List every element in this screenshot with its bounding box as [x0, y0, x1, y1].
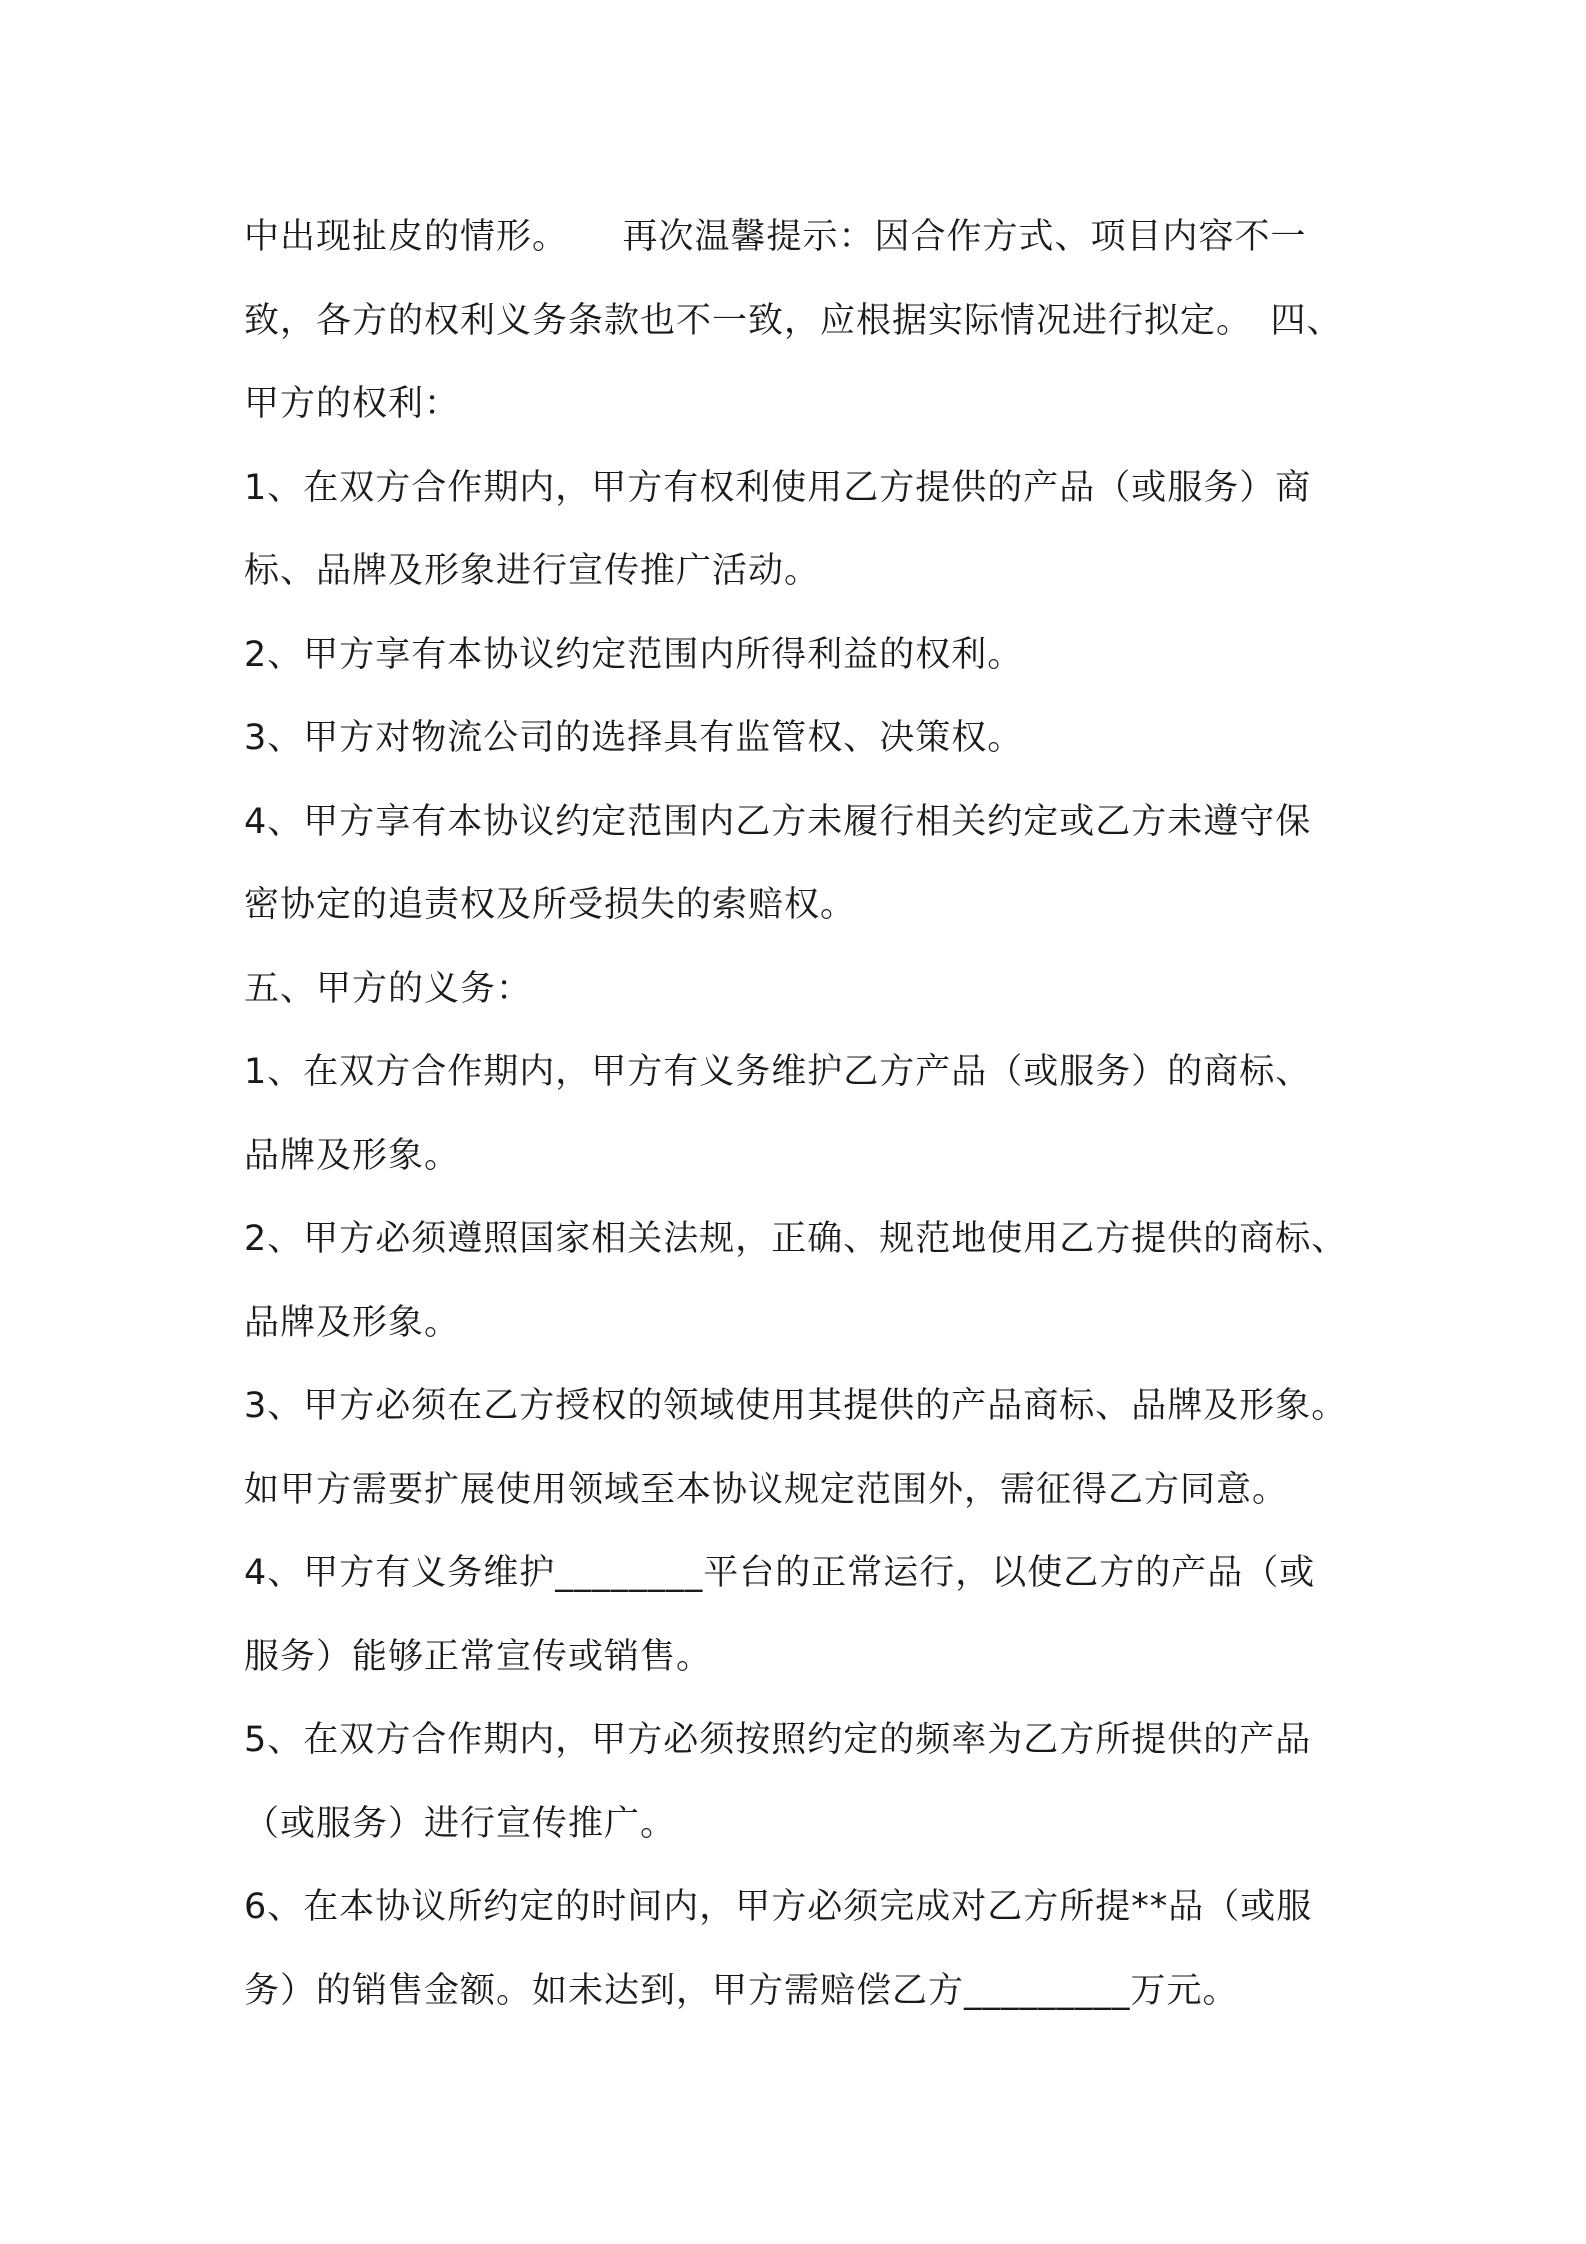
text-line-5: 标、品牌及形象进行宣传推广活动。 — [244, 551, 821, 591]
text-line-13: 2、甲方必须遵照国家相关法规，正确、规范地使用乙方提供的商标、 — [244, 1219, 1348, 1259]
text-line-11: 1、在双方合作期内，甲方有义务维护乙方产品（或服务）的商标、 — [244, 1052, 1312, 1092]
text-line-20: （或服务）进行宣传推广。 — [244, 1803, 677, 1844]
text-line-17: 4、甲方有义务维护________平台的正常运行，以使乙方的产品（或 — [244, 1553, 1316, 1593]
text-line-4: 1、在双方合作期内，甲方有权利使用乙方提供的产品（或服务）商 — [244, 467, 1312, 508]
text-line-1: 中出现扯皮的情形。 再次温馨提示：因合作方式、项目内容不一 — [244, 217, 1307, 257]
text-line-14: 品牌及形象。 — [244, 1302, 461, 1343]
text-line-19: 5、在双方合作期内，甲方必须按照约定的频率为乙方所提供的产品 — [244, 1720, 1312, 1760]
text-line-6: 2、甲方享有本协议约定范围内所得利益的权利。 — [244, 634, 1024, 675]
document-body — [244, 196, 1384, 2033]
text-line-10: 五、甲方的义务： — [244, 968, 533, 1009]
text-line-16: 如甲方需要扩展使用领域至本协议规定范围外，需征得乙方同意。 — [244, 1469, 1289, 1510]
text-line-22: 务）的销售金额。如未达到，甲方需赔偿乙方_________万元。 — [244, 1970, 1239, 2011]
text-line-15: 3、甲方必须在乙方授权的领域使用其提供的产品商标、品牌及形象。 — [244, 1386, 1348, 1426]
text-line-9: 密协定的追责权及所受损失的索赔权。 — [244, 885, 857, 925]
text-line-12: 品牌及形象。 — [244, 1135, 461, 1176]
text-line-3: 甲方的权利： — [244, 384, 461, 424]
text-line-2: 致，各方的权利义务条款也不一致，应根据实际情况进行拟定。 四、 — [244, 300, 1343, 341]
text-line-18: 服务）能够正常宣传或销售。 — [244, 1636, 713, 1677]
text-line-7: 3、甲方对物流公司的选择具有监管权、决策权。 — [244, 718, 1024, 758]
text-line-21: 6、在本协议所约定的时间内，甲方必须完成对乙方所提**品（或服 — [244, 1887, 1313, 1927]
text-line-8: 4、甲方享有本协议约定范围内乙方未履行相关约定或乙方未遵守保 — [244, 801, 1312, 842]
